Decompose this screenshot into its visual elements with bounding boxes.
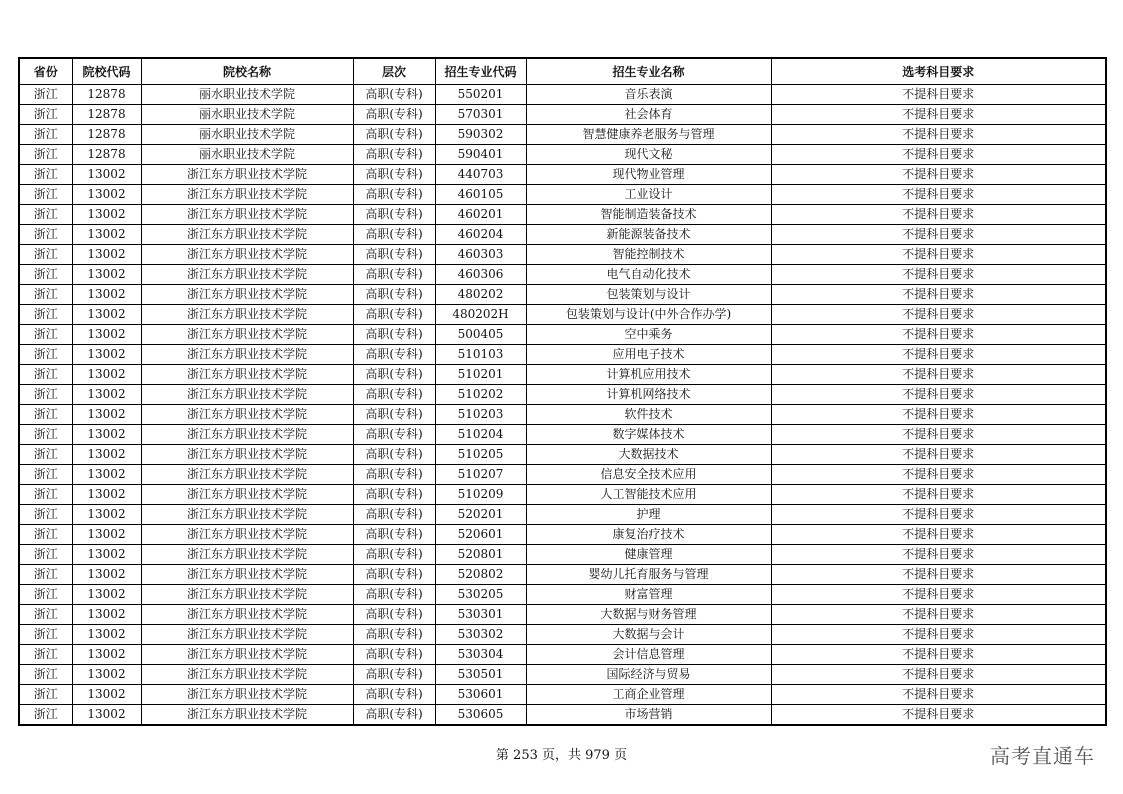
cell-school-code: 13002: [72, 525, 141, 545]
cell-major-name: 电气自动化技术: [526, 265, 771, 285]
cell-subject-requirement: 不提科目要求: [771, 505, 1106, 525]
cell-subject-requirement: 不提科目要求: [771, 485, 1106, 505]
cell-major-code: 510204: [435, 425, 526, 445]
cell-province: 浙江: [19, 545, 72, 565]
cell-level: 高职(专科): [353, 165, 435, 185]
cell-subject-requirement: 不提科目要求: [771, 345, 1106, 365]
cell-major-code: 520801: [435, 545, 526, 565]
cell-major-name: 人工智能技术应用: [526, 485, 771, 505]
table-row: [19, 525, 1106, 545]
table-row: [19, 365, 1106, 385]
cell-province: 浙江: [19, 445, 72, 465]
cell-major-name: 财富管理: [526, 585, 771, 605]
table-row: [19, 645, 1106, 665]
cell-province: 浙江: [19, 125, 72, 145]
cell-major-name: 智能制造装备技术: [526, 205, 771, 225]
cell-level: 高职(专科): [353, 365, 435, 385]
cell-major-name: 应用电子技术: [526, 345, 771, 365]
cell-province: 浙江: [19, 665, 72, 685]
cell-major-code: 460306: [435, 265, 526, 285]
cell-subject-requirement: 不提科目要求: [771, 245, 1106, 265]
cell-level: 高职(专科): [353, 245, 435, 265]
cell-major-code: 460204: [435, 225, 526, 245]
cell-subject-requirement: 不提科目要求: [771, 365, 1106, 385]
cell-subject-requirement: 不提科目要求: [771, 265, 1106, 285]
cell-school-name: 浙江东方职业技术学院: [141, 505, 353, 525]
table-row: [19, 125, 1106, 145]
cell-school-code: 12878: [72, 105, 141, 125]
table-row: [19, 145, 1106, 165]
cell-school-code: 13002: [72, 465, 141, 485]
cell-school-code: 13002: [72, 625, 141, 645]
cell-major-code: 530302: [435, 625, 526, 645]
table-row: [19, 325, 1106, 345]
cell-school-name: 浙江东方职业技术学院: [141, 685, 353, 705]
cell-province: 浙江: [19, 485, 72, 505]
table-row: [19, 565, 1106, 585]
cell-school-name: 浙江东方职业技术学院: [141, 445, 353, 465]
cell-school-name: 浙江东方职业技术学院: [141, 485, 353, 505]
table-row: [19, 305, 1106, 325]
cell-province: 浙江: [19, 405, 72, 425]
cell-subject-requirement: 不提科目要求: [771, 85, 1106, 105]
cell-level: 高职(专科): [353, 425, 435, 445]
cell-subject-requirement: 不提科目要求: [771, 665, 1106, 685]
cell-major-name: 工业设计: [526, 185, 771, 205]
cell-province: 浙江: [19, 85, 72, 105]
cell-school-name: 浙江东方职业技术学院: [141, 205, 353, 225]
cell-school-code: 13002: [72, 325, 141, 345]
cell-major-code: 510209: [435, 485, 526, 505]
table-row: [19, 405, 1106, 425]
cell-school-name: 浙江东方职业技术学院: [141, 345, 353, 365]
cell-major-name: 健康管理: [526, 545, 771, 565]
cell-school-code: 13002: [72, 665, 141, 685]
cell-major-name: 计算机应用技术: [526, 365, 771, 385]
cell-major-name: 智能控制技术: [526, 245, 771, 265]
cell-school-code: 13002: [72, 405, 141, 425]
cell-level: 高职(专科): [353, 265, 435, 285]
cell-subject-requirement: 不提科目要求: [771, 545, 1106, 565]
cell-school-code: 13002: [72, 245, 141, 265]
cell-major-name: 数字媒体技术: [526, 425, 771, 445]
cell-level: 高职(专科): [353, 605, 435, 625]
cell-major-code: 520201: [435, 505, 526, 525]
cell-province: 浙江: [19, 305, 72, 325]
cell-school-name: 浙江东方职业技术学院: [141, 405, 353, 425]
cell-major-code: 590401: [435, 145, 526, 165]
table-row: [19, 105, 1106, 125]
cell-major-name: 软件技术: [526, 405, 771, 425]
table-row: [19, 265, 1106, 285]
watermark-logo: 高考直通车: [990, 744, 1095, 768]
header-province: 省份: [19, 58, 72, 85]
cell-school-code: 13002: [72, 645, 141, 665]
cell-school-code: 13002: [72, 485, 141, 505]
cell-province: 浙江: [19, 685, 72, 705]
table-row: [19, 425, 1106, 445]
cell-school-code: 12878: [72, 145, 141, 165]
cell-school-name: 浙江东方职业技术学院: [141, 365, 353, 385]
cell-province: 浙江: [19, 605, 72, 625]
cell-province: 浙江: [19, 145, 72, 165]
cell-province: 浙江: [19, 165, 72, 185]
cell-school-name: 丽水职业技术学院: [141, 85, 353, 105]
cell-major-code: 510201: [435, 365, 526, 385]
cell-level: 高职(专科): [353, 585, 435, 605]
cell-subject-requirement: 不提科目要求: [771, 685, 1106, 705]
table-row: [19, 85, 1106, 105]
header-level: 层次: [353, 58, 435, 85]
cell-level: 高职(专科): [353, 625, 435, 645]
cell-major-code: 510103: [435, 345, 526, 365]
cell-school-name: 浙江东方职业技术学院: [141, 545, 353, 565]
cell-province: 浙江: [19, 425, 72, 445]
cell-major-code: 480202: [435, 285, 526, 305]
table-row: [19, 345, 1106, 365]
cell-level: 高职(专科): [353, 285, 435, 305]
cell-major-name: 康复治疗技术: [526, 525, 771, 545]
table-row: [19, 465, 1106, 485]
cell-major-code: 460201: [435, 205, 526, 225]
header-major-name: 招生专业名称: [526, 58, 771, 85]
cell-major-code: 460303: [435, 245, 526, 265]
table-row: [19, 245, 1106, 265]
header-subject-requirement: 选考科目要求: [771, 58, 1106, 85]
cell-school-name: 浙江东方职业技术学院: [141, 565, 353, 585]
cell-school-code: 13002: [72, 345, 141, 365]
cell-major-name: 市场营销: [526, 705, 771, 726]
cell-major-name: 新能源装备技术: [526, 225, 771, 245]
cell-subject-requirement: 不提科目要求: [771, 165, 1106, 185]
cell-major-code: 510205: [435, 445, 526, 465]
cell-level: 高职(专科): [353, 525, 435, 545]
cell-level: 高职(专科): [353, 685, 435, 705]
page-number: 第 253 页，共 979 页: [495, 748, 628, 763]
admissions-table: [18, 57, 1107, 726]
cell-school-code: 13002: [72, 165, 141, 185]
cell-school-code: 13002: [72, 305, 141, 325]
cell-school-code: 13002: [72, 605, 141, 625]
cell-level: 高职(专科): [353, 385, 435, 405]
cell-school-code: 13002: [72, 585, 141, 605]
cell-major-name: 包装策划与设计: [526, 285, 771, 305]
table-row: [19, 165, 1106, 185]
cell-school-name: 浙江东方职业技术学院: [141, 645, 353, 665]
cell-major-code: 530601: [435, 685, 526, 705]
cell-level: 高职(专科): [353, 445, 435, 465]
cell-subject-requirement: 不提科目要求: [771, 645, 1106, 665]
cell-province: 浙江: [19, 225, 72, 245]
cell-subject-requirement: 不提科目要求: [771, 145, 1106, 165]
cell-level: 高职(专科): [353, 185, 435, 205]
cell-level: 高职(专科): [353, 545, 435, 565]
cell-subject-requirement: 不提科目要求: [771, 285, 1106, 305]
cell-subject-requirement: 不提科目要求: [771, 525, 1106, 545]
cell-province: 浙江: [19, 465, 72, 485]
cell-level: 高职(专科): [353, 665, 435, 685]
cell-school-name: 浙江东方职业技术学院: [141, 305, 353, 325]
table-row: [19, 385, 1106, 405]
cell-province: 浙江: [19, 245, 72, 265]
cell-school-code: 13002: [72, 545, 141, 565]
cell-subject-requirement: 不提科目要求: [771, 705, 1106, 726]
cell-province: 浙江: [19, 705, 72, 726]
cell-school-name: 浙江东方职业技术学院: [141, 585, 353, 605]
cell-school-name: 浙江东方职业技术学院: [141, 385, 353, 405]
table-row: [19, 485, 1106, 505]
cell-school-name: 丽水职业技术学院: [141, 105, 353, 125]
cell-major-code: 520601: [435, 525, 526, 545]
cell-province: 浙江: [19, 505, 72, 525]
cell-major-name: 信息安全技术应用: [526, 465, 771, 485]
cell-level: 高职(专科): [353, 405, 435, 425]
table-row: [19, 685, 1106, 705]
cell-subject-requirement: 不提科目要求: [771, 565, 1106, 585]
cell-major-name: 智慧健康养老服务与管理: [526, 125, 771, 145]
cell-school-code: 13002: [72, 285, 141, 305]
cell-major-name: 音乐表演: [526, 85, 771, 105]
cell-school-name: 浙江东方职业技术学院: [141, 525, 353, 545]
cell-major-name: 社会体育: [526, 105, 771, 125]
cell-level: 高职(专科): [353, 225, 435, 245]
table-row: [19, 665, 1106, 685]
cell-province: 浙江: [19, 105, 72, 125]
cell-major-name: 工商企业管理: [526, 685, 771, 705]
cell-major-name: 大数据与会计: [526, 625, 771, 645]
cell-level: 高职(专科): [353, 505, 435, 525]
cell-province: 浙江: [19, 565, 72, 585]
cell-subject-requirement: 不提科目要求: [771, 225, 1106, 245]
table-row: [19, 185, 1106, 205]
cell-major-code: 510203: [435, 405, 526, 425]
cell-school-name: 浙江东方职业技术学院: [141, 465, 353, 485]
cell-major-code: 500405: [435, 325, 526, 345]
cell-subject-requirement: 不提科目要求: [771, 445, 1106, 465]
cell-major-code: 520802: [435, 565, 526, 585]
cell-level: 高职(专科): [353, 345, 435, 365]
cell-level: 高职(专科): [353, 565, 435, 585]
cell-subject-requirement: 不提科目要求: [771, 625, 1106, 645]
cell-level: 高职(专科): [353, 485, 435, 505]
cell-school-name: 浙江东方职业技术学院: [141, 625, 353, 645]
cell-school-name: 浙江东方职业技术学院: [141, 185, 353, 205]
cell-school-code: 13002: [72, 425, 141, 445]
table-row: [19, 205, 1106, 225]
cell-level: 高职(专科): [353, 125, 435, 145]
cell-school-code: 13002: [72, 185, 141, 205]
cell-major-name: 国际经济与贸易: [526, 665, 771, 685]
cell-province: 浙江: [19, 625, 72, 645]
cell-school-name: 浙江东方职业技术学院: [141, 265, 353, 285]
cell-school-name: 浙江东方职业技术学院: [141, 325, 353, 345]
header-school-code: 院校代码: [72, 58, 141, 85]
cell-school-name: 丽水职业技术学院: [141, 125, 353, 145]
table-row: [19, 625, 1106, 645]
table-row: [19, 545, 1106, 565]
cell-school-code: 13002: [72, 685, 141, 705]
cell-school-name: 丽水职业技术学院: [141, 145, 353, 165]
cell-subject-requirement: 不提科目要求: [771, 185, 1106, 205]
table-row: [19, 225, 1106, 245]
cell-level: 高职(专科): [353, 205, 435, 225]
cell-school-name: 浙江东方职业技术学院: [141, 605, 353, 625]
header-major-code: 招生专业代码: [435, 58, 526, 85]
cell-major-code: 510202: [435, 385, 526, 405]
cell-major-code: 530304: [435, 645, 526, 665]
cell-subject-requirement: 不提科目要求: [771, 325, 1106, 345]
cell-school-code: 13002: [72, 445, 141, 465]
cell-school-code: 13002: [72, 505, 141, 525]
cell-subject-requirement: 不提科目要求: [771, 385, 1106, 405]
table-header-row: [19, 58, 1106, 85]
cell-school-name: 浙江东方职业技术学院: [141, 705, 353, 726]
cell-major-code: 460105: [435, 185, 526, 205]
cell-province: 浙江: [19, 525, 72, 545]
cell-school-code: 13002: [72, 205, 141, 225]
cell-province: 浙江: [19, 385, 72, 405]
table-row: [19, 505, 1106, 525]
cell-school-code: 13002: [72, 265, 141, 285]
cell-province: 浙江: [19, 585, 72, 605]
cell-major-name: 包装策划与设计(中外合作办学): [526, 305, 771, 325]
cell-subject-requirement: 不提科目要求: [771, 465, 1106, 485]
cell-major-code: 530205: [435, 585, 526, 605]
header-school-name: 院校名称: [141, 58, 353, 85]
table-row: [19, 605, 1106, 625]
cell-school-name: 浙江东方职业技术学院: [141, 285, 353, 305]
cell-province: 浙江: [19, 285, 72, 305]
cell-level: 高职(专科): [353, 465, 435, 485]
cell-school-name: 浙江东方职业技术学院: [141, 225, 353, 245]
cell-province: 浙江: [19, 325, 72, 345]
cell-major-name: 大数据与财务管理: [526, 605, 771, 625]
cell-subject-requirement: 不提科目要求: [771, 205, 1106, 225]
cell-subject-requirement: 不提科目要求: [771, 585, 1106, 605]
cell-major-name: 空中乘务: [526, 325, 771, 345]
cell-province: 浙江: [19, 185, 72, 205]
cell-level: 高职(专科): [353, 85, 435, 105]
cell-province: 浙江: [19, 205, 72, 225]
cell-subject-requirement: 不提科目要求: [771, 405, 1106, 425]
cell-school-code: 13002: [72, 225, 141, 245]
cell-level: 高职(专科): [353, 105, 435, 125]
cell-school-code: 13002: [72, 365, 141, 385]
cell-major-code: 530501: [435, 665, 526, 685]
cell-level: 高职(专科): [353, 305, 435, 325]
table-row: [19, 585, 1106, 605]
cell-subject-requirement: 不提科目要求: [771, 105, 1106, 125]
cell-school-code: 13002: [72, 705, 141, 726]
cell-subject-requirement: 不提科目要求: [771, 305, 1106, 325]
cell-school-name: 浙江东方职业技术学院: [141, 665, 353, 685]
cell-major-code: 480202H: [435, 305, 526, 325]
table-body: [19, 85, 1106, 726]
cell-school-name: 浙江东方职业技术学院: [141, 425, 353, 445]
cell-province: 浙江: [19, 345, 72, 365]
cell-major-name: 大数据技术: [526, 445, 771, 465]
cell-major-code: 440703: [435, 165, 526, 185]
cell-level: 高职(专科): [353, 145, 435, 165]
cell-province: 浙江: [19, 365, 72, 385]
cell-school-name: 浙江东方职业技术学院: [141, 165, 353, 185]
cell-major-name: 现代文秘: [526, 145, 771, 165]
cell-major-code: 510207: [435, 465, 526, 485]
cell-province: 浙江: [19, 645, 72, 665]
cell-level: 高职(专科): [353, 705, 435, 726]
cell-major-code: 590302: [435, 125, 526, 145]
cell-major-code: 570301: [435, 105, 526, 125]
cell-subject-requirement: 不提科目要求: [771, 605, 1106, 625]
cell-major-code: 530605: [435, 705, 526, 726]
cell-level: 高职(专科): [353, 645, 435, 665]
table-row: [19, 705, 1106, 726]
cell-school-code: 13002: [72, 385, 141, 405]
cell-school-code: 13002: [72, 565, 141, 585]
cell-major-name: 现代物业管理: [526, 165, 771, 185]
cell-province: 浙江: [19, 265, 72, 285]
cell-school-name: 浙江东方职业技术学院: [141, 245, 353, 265]
cell-level: 高职(专科): [353, 325, 435, 345]
cell-school-code: 12878: [72, 85, 141, 105]
cell-major-name: 会计信息管理: [526, 645, 771, 665]
table-row: [19, 445, 1106, 465]
cell-school-code: 12878: [72, 125, 141, 145]
cell-subject-requirement: 不提科目要求: [771, 425, 1106, 445]
cell-major-code: 530301: [435, 605, 526, 625]
cell-major-code: 550201: [435, 85, 526, 105]
table-row: [19, 285, 1106, 305]
cell-major-name: 计算机网络技术: [526, 385, 771, 405]
cell-subject-requirement: 不提科目要求: [771, 125, 1106, 145]
cell-major-name: 婴幼儿托育服务与管理: [526, 565, 771, 585]
cell-major-name: 护理: [526, 505, 771, 525]
